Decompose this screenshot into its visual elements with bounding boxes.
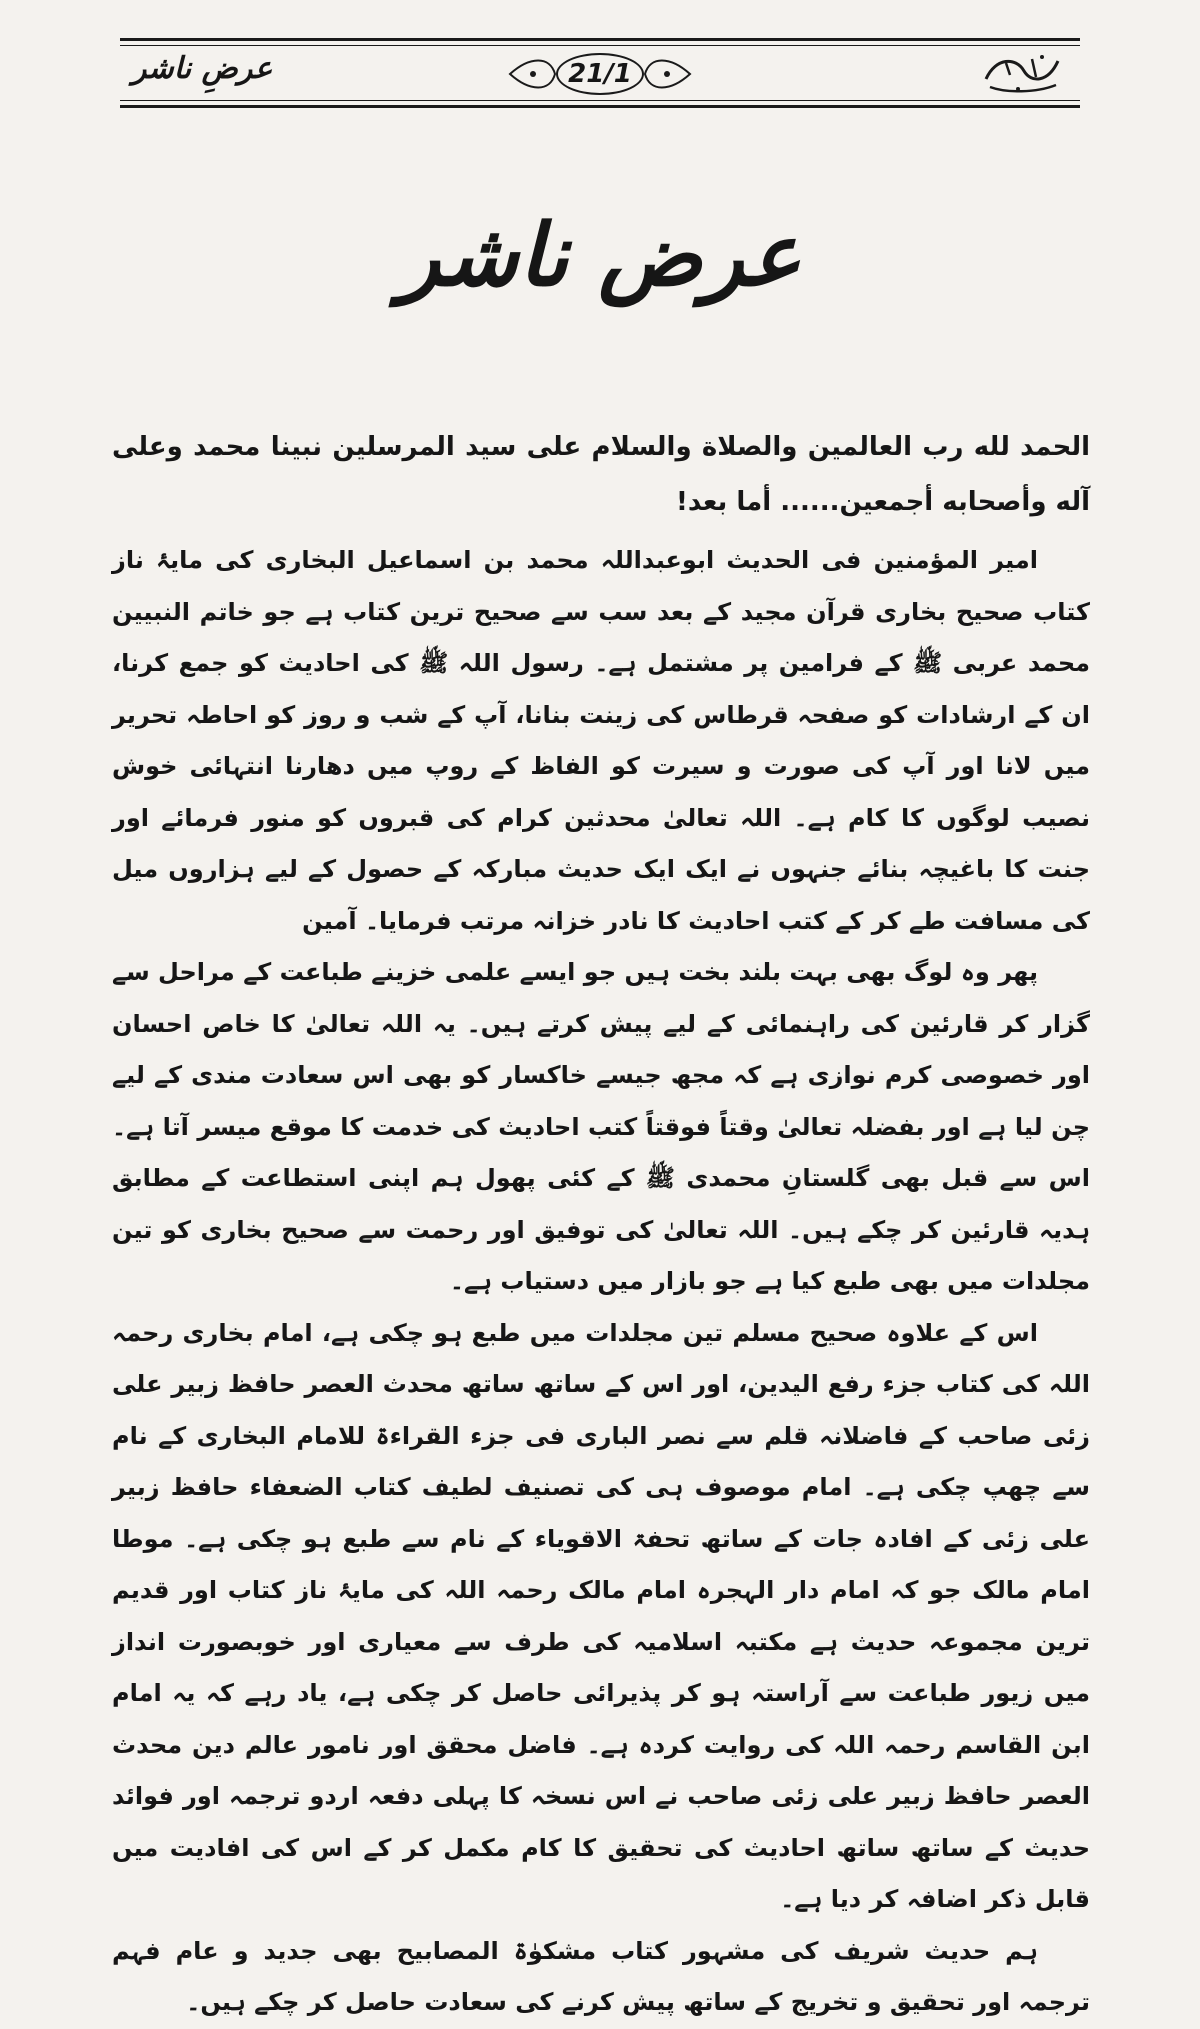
opening-arabic: الحمد لله رب العالمين والصلاة والسلام على سيد المرسلين نبينا محمد وعلى آله وأصحابه أجمعين...... أما بعد! bbox=[112, 432, 1090, 517]
paragraph: امیر المؤمنین فی الحدیث ابوعبداللہ محمد بن اسماعیل البخاری کی مایۂ ناز کتاب صحیح بخاری قرآن مجید کے بعد سب سے صحیح ترین کتاب ہے جو خاتم النبیین محمد عربی ﷺ کے فرامین پر مشتمل ہے۔ رسول اللہ ﷺ کی احادیث کو جمع کرنا، ان کے ارشادات کو صفحہ قرطاس کی زینت بنانا، آپ کے شب و روز کو احاطہ تحریر میں لانا اور آپ کی صورت و سیرت کو الفاظ کے روپ میں دھارنا انتہائی خوش نصیب لوگوں کا کام ہے۔ اللہ تعالیٰ محدثین کرام کی قبروں کو منور فرمائے اور جنت کا باغیچہ بنائے جنہوں نے ایک ایک حدیث مبارکہ کے حصول کے لیے ہزاروں میل کی مسافت طے کر کے کتب احادیث کا نادر خزانہ مرتب فرمایا۔ آمین bbox=[112, 546, 1090, 935]
book-logo bbox=[976, 49, 1066, 97]
paragraph: اس کے علاوہ صحیح مسلم تین مجلدات میں طبع ہو چکی ہے، امام بخاری رحمہ اللہ کی کتاب جزء رفع الیدین، اور اس کے ساتھ ساتھ محدث العصر حافظ زبیر علی زئی صاحب کے فاضلانہ قلم سے نصر الباری فی جزء القراءۃ للامام البخاری کے نام سے چھپ چکی ہے۔ امام موصوف ہی کی تصنیف لطیف کتاب الضعفاء حافظ زبیر علی زئی کے افادہ جات کے ساتھ تحفۃ الاقویاء کے نام سے طبع ہو چکی ہے۔ موطا امام مالک جو کہ امام دار الہجرہ امام مالک رحمہ اللہ کی مایۂ ناز کتاب اور قدیم ترین مجموعہ حدیث ہے مکتبہ اسلامیہ کی طرف سے معیاری اور خوبصورت انداز میں زیور طباعت سے آراستہ ہو کر پذیرائی حاصل کر چکی ہے، یاد رہے کہ یہ امام ابن القاسم رحمہ اللہ کی روایت کردہ ہے۔ فاضل محقق اور نامور عالم دین محدث العصر حافظ زبیر علی زئی صاحب نے اس نسخہ کا پہلی دفعہ اردو ترجمہ اور فوائد حدیث کے ساتھ ساتھ احادیث کی تحقیق کا کام مکمل کر کے اس کی افادیت میں قابل ذکر اضافہ کر دیا ہے۔ bbox=[112, 1318, 1090, 1913]
paragraph: پھر وہ لوگ بھی بہت بلند بخت ہیں جو ایسے علمی خزینے طباعت کے مراحل سے گزار کر قارئین کی راہنمائی کے لیے پیش کرتے ہیں۔ یہ اللہ تعالیٰ کا خاص احسان اور خصوصی کرم نوازی ہے کہ مجھ جیسے خاکسار کو بھی اس سعادت مندی کے لیے چن لیا ہے اور بفضلہ تعالیٰ وقتاً فوقتاً کتب احادیث کی خدمت کا موقع میسر آتا ہے۔ اس سے قبل بھی گلستانِ محمدی ﷺ کے کئی پھول ہم اپنی استطاعت کے مطابق ہدیہ قارئین کر چکے ہیں۔ اللہ تعالیٰ کی توفیق اور رحمت سے صحیح بخاری کو تین مجلدات میں بھی طبع کیا ہے جو بازار میں دستیاب ہے۔ bbox=[112, 958, 1091, 1295]
page-number: 21/1 bbox=[556, 53, 644, 95]
page-title: عرض ناشر bbox=[398, 205, 802, 306]
section-title-header: عرضِ ناشر bbox=[132, 51, 273, 86]
running-header bbox=[120, 38, 1080, 108]
body-text bbox=[112, 535, 1090, 2029]
paragraph: ہم حدیث شریف کی مشہور کتاب مشکوٰۃ المصابیح بھی جدید و عام فہم ترجمہ اور تحقیق و تخریج کے ساتھ پیش کرنے کی سعادت حاصل کر چکے ہیں۔ bbox=[112, 1936, 1090, 2016]
page-number-badge bbox=[505, 51, 695, 97]
